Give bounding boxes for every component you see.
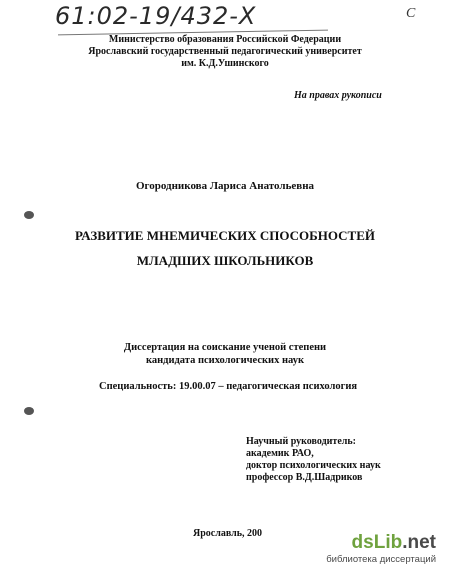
specialty-line: Специальность: 19.00.07 – педагогическая психология bbox=[99, 381, 358, 392]
dslib-subtitle: библиотека диссертаций bbox=[326, 554, 436, 565]
university-name-line: им. К.Д.Ушинского bbox=[181, 58, 269, 69]
degree-description bbox=[0, 341, 450, 367]
degree-line-2: кандидата психологических наук bbox=[145, 355, 305, 366]
scientific-supervisor bbox=[246, 436, 381, 484]
dslib-logo-main: dsLib bbox=[351, 532, 403, 553]
binder-hole bbox=[24, 211, 34, 219]
degree-line-1: Диссертация на соискание ученой степени bbox=[123, 342, 327, 353]
binder-hole bbox=[24, 407, 34, 415]
supervisor-rank: академик РАО, bbox=[246, 448, 314, 459]
corner-mark: С bbox=[406, 6, 416, 21]
title-line-1: РАЗВИТИЕ МНЕМИЧЕСКИХ СПОСОБНОСТЕЙ bbox=[75, 228, 375, 243]
institution-header bbox=[60, 34, 390, 70]
university-line: Ярославский государственный педагогический университет bbox=[88, 46, 362, 57]
archive-number-handwritten: 61:02-19/432-Х bbox=[55, 2, 257, 30]
ministry-line: Министерство образования Российской Федерации bbox=[108, 34, 342, 45]
city-year: Ярославль, 200 bbox=[193, 528, 262, 539]
dissertation-title bbox=[0, 223, 450, 273]
supervisor-name: профессор В.Д.Шадриков bbox=[246, 472, 363, 483]
supervisor-degree: доктор психологических наук bbox=[246, 460, 381, 471]
dslib-watermark[interactable] bbox=[316, 532, 436, 572]
dslib-logo[interactable] bbox=[316, 532, 436, 554]
dslib-logo-domain: .net bbox=[402, 532, 436, 553]
author-name: Огородникова Лариса Анатольевна bbox=[135, 180, 315, 192]
title-line-2: МЛАДШИХ ШКОЛЬНИКОВ bbox=[136, 253, 314, 268]
supervisor-label: Научный руководитель: bbox=[246, 436, 356, 447]
manuscript-rights: На правах рукописи bbox=[294, 90, 382, 101]
